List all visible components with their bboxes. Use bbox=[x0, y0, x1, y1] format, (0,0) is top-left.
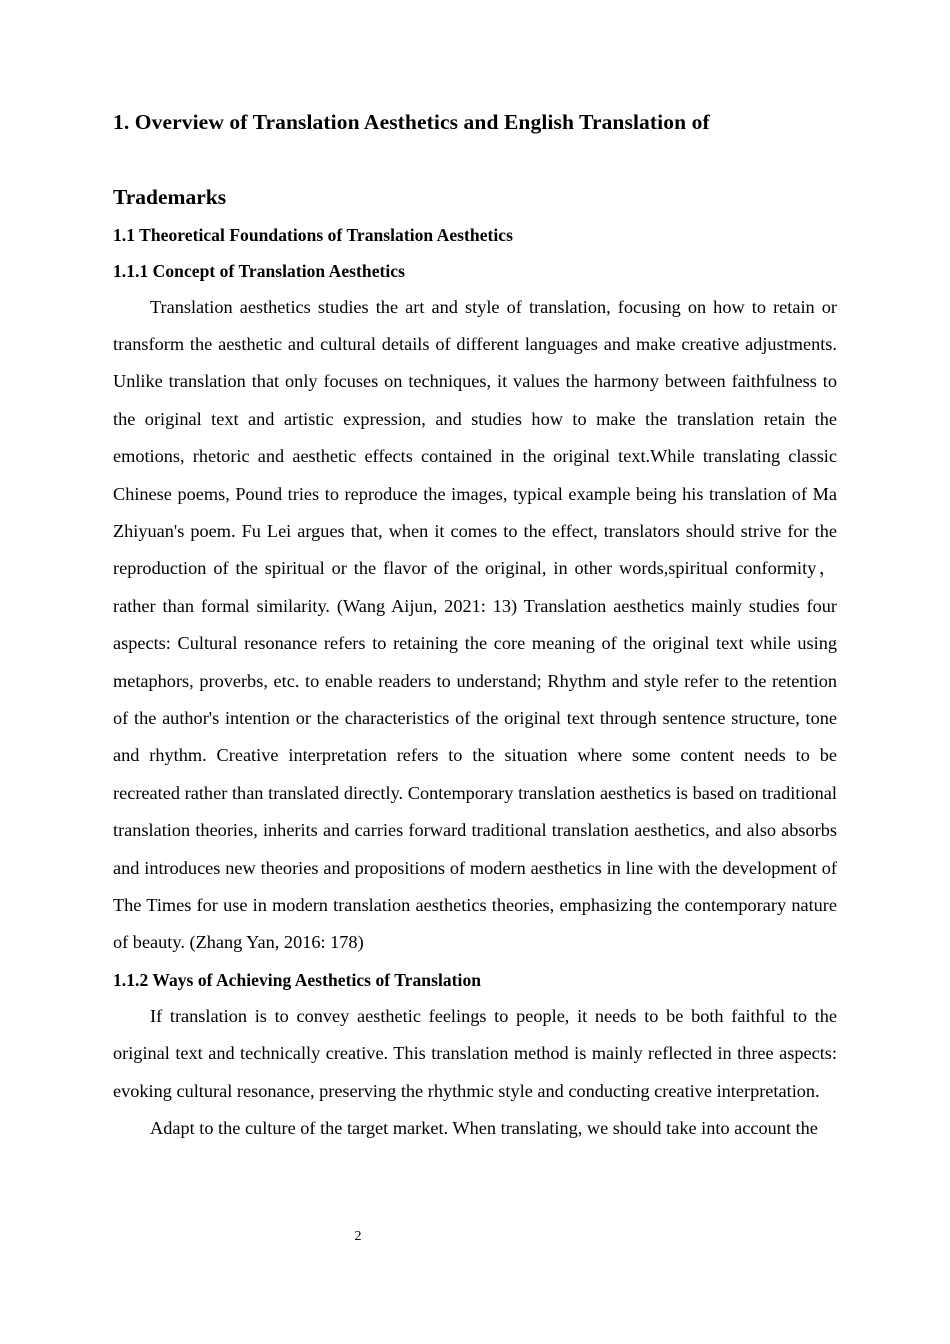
chapter-title-continuation: Trademarks bbox=[113, 185, 227, 209]
page-number: 2 bbox=[354, 1229, 362, 1244]
subsection-heading-1-1-1: 1.1.1 Concept of Translation Aesthetics bbox=[113, 260, 405, 281]
page-content bbox=[113, 104, 837, 1147]
body-paragraph-2: If translation is to convey aesthetic feelings to people, it needs to be both faithful to the original text and technically creative. This translation method is mainly reflected in three aspects: evoking cultural resonance, preserving the rhythmic style and conducting creative interpretation. bbox=[113, 1005, 837, 1101]
chapter-title: 1. Overview of Translation Aesthetics and English Translation of bbox=[113, 110, 710, 134]
subsection-heading-1-1-2: 1.1.2 Ways of Achieving Aesthetics of Translation bbox=[113, 969, 482, 990]
section-heading-1-1: 1.1 Theoretical Foundations of Translation Aesthetics bbox=[113, 224, 513, 245]
body-paragraph-1: Translation aesthetics studies the art and style of translation, focusing on how to retain or transform the aesthetic and cultural details of different languages and make creative adjustments. Unlike translation that only focuses on techniques, it values the harmony between faithfulness to the original text and artistic expression, and studies how to make the translation retain the emotions, rhetoric and aesthetic effects contained in the original text.While translating classic Chinese poems, Pound tries to reproduce the images, typical example being his translation of Ma Zhiyuan's poem. Fu Lei argues that, when it comes to the effect, translators should strive for the reproduction of the spiritual or the flavor of the original, in other words,spiritual conformity，rather than formal similarity. (Wang Aijun, 2021: 13) Translation aesthetics mainly studies four aspects: Cultural resonance refers to retaining the core meaning of the original text while using metaphors, proverbs, etc. to enable readers to understand; Rhythm and style refer to the retention of the author's intention or the characteristics of the original text through sentence structure, tone and rhythm. Creative interpretation refers to the situation where some content needs to be recreated rather than translated directly. Contemporary translation aesthetics is based on traditional translation theories, inherits and carries forward traditional translation aesthetics, and also absorbs and introduces new theories and propositions of modern aesthetics in line with the development of The Times for use in modern translation aesthetics theories, emphasizing the contemporary nature of beauty. (Zhang Yan, 2016: 178) bbox=[113, 296, 837, 953]
body-paragraph-3: Adapt to the culture of the target market. When translating, we should take into account the bbox=[150, 1118, 818, 1139]
